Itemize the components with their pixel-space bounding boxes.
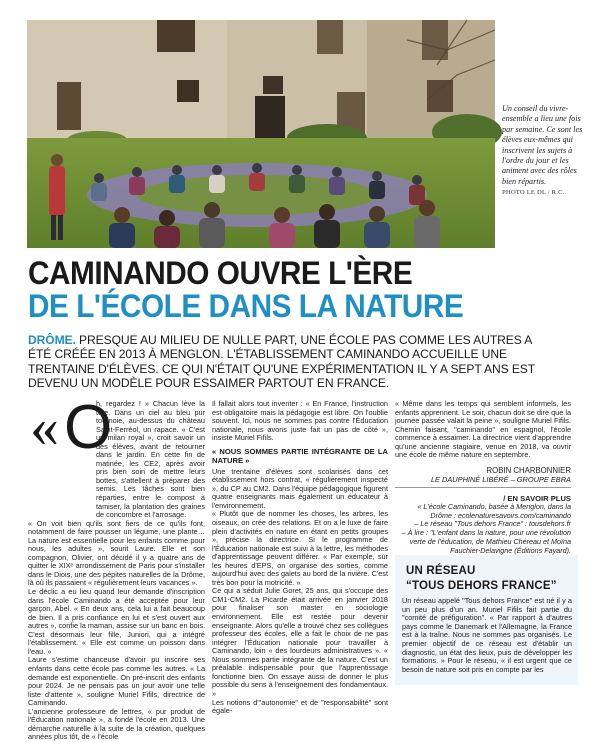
col3-paragraph: « Même dans les temps qui semblent informels, les enfants apprennent. Le soir, chacun doit se dire que la journée passée valait la peine », souligne Muriel Fifils. Chemin faisant, "caminando" en espagnol, l'école commence à essaimer. La directrice vient d'apprendre qu'une ancienne stagiaire, venue en 2018, va ouvrir une école de même nature en septembre. <box>395 399 571 460</box>
drop-cap: O <box>64 393 113 462</box>
col1-paragraph: h, regardez ! » Chacun lève la tête. Dans un ciel au bleu pur tournoie, au-dessus du château Saint-Ferréol, un rapace. « C'est un milan royal », croit savoir un des élèves, avant de retourner dans le jardin. En cette fin de matinée, les CE2, après avoir pris bien soin de mettre leurs bottes, s'attellent à préparer des semis. Les tâches sont bien réparties, entre le compost à tamiser, la plantation des graines de concombre et l'arrosage. <box>96 399 205 520</box>
col1-paragraph: L'ancienne professeure de lettres, « pur produit de l'Éducation nationale », a fondé l'école en 2013. Une démarche naturelle à la suite de la création, quelques années plus tôt, de « l'école <box>28 706 205 742</box>
photo-credit: PHOTO LE DL / R.C. <box>502 189 565 197</box>
col2-paragraph: Une trentaine d'élèves sont scolarisés dans cet établissement hors contrat, « régulièrement inspecté », du CP au CM2. Dans l'équipe pédagogique figurent quatre enseignants mais également un éducateur à l'environnement. <box>212 466 388 510</box>
more-info-item: – Le réseau "Tous dehors France" : tousdehors.fr <box>414 519 571 529</box>
intertitle: « NOUS SOMMES PARTIE INTÉGRANTE DE LA NATURE » <box>212 446 388 465</box>
col2-paragraph: Les notions d'"autonomie" et de "responsabilité" sont égale- <box>212 697 388 716</box>
article-column-3 <box>395 400 571 556</box>
article-lead <box>28 333 558 390</box>
box-title-line1: UN RÉSEAU <box>406 565 476 577</box>
col2-paragraph: « Plutôt que de nommer les choses, les arbres, les oiseaux, on crée des relations. Et on a le luxe de faire plein d'activités en nature en étant en petits groupes », précise la directrice. Si le programme de l'Éducation nationale est suivi à la lettre, les méthodes d'apprentissage peuvent différer. « Par exemple, sur les heures d'EPS, on organise des sorties, comme aujourd'hui avec des galets au bord de la rivière. C'est très bon pour la motricité. » <box>212 509 388 587</box>
more-info-item: – À lire : "L'enfant dans la nature, pour une révolution verte de l'éducation, de Mathieu Chéreau et Moïna Fauchier-Delavigne (Éditions Fayard). <box>401 528 571 555</box>
col2-paragraph: Ce qui a séduit Julie Goret, 25 ans, qui s'occupe des CM1-CM2. La Picarde était arrivée en janvier 2018 pour finaliser son master en sociologie environnement. Elle est restée pour devenir enseignante. Alors qu'elle a trouvé chez ses collègues professeur des écoles, elle a fait le choix de ne pas intégrer l'Éducation nationale pour travailler à Caminando, loin « des lourdeurs administratives ». « Nous sommes partie intégrante de la nature. C'est un préalable indispensable pour que l'apprentissage fonctionne bien. On essaye aussi de donner le plus possible du sens à l'enseignement des fondamentaux. » <box>212 586 388 698</box>
author-name: ROBIN CHARBONNIER <box>486 465 571 475</box>
more-info-title: / EN SAVOIR PLUS <box>503 493 571 503</box>
box-title-line2: “TOUS DEHORS FRANCE” <box>406 580 557 592</box>
col2-paragraph: Il fallait alors tout inventer : « En France, l'instruction est obligatoire mais la pédagogie est libre. On l'oublie souvent. Ici, nous ne sommes pas contre l'Éducation nationale, nous avons juste fait un pas de côté », insiste Muriel Fifils. <box>212 399 388 443</box>
more-info-item: « L'école Caminando, basée à Menglon, dans la Drôme : ecolenaturesavoirs.com/caminando <box>417 501 571 520</box>
box-text: Un réseau appelé "Tous dehors France" est né il y a un peu plus d'un an. Muriel Fifils fait partie du "comité de préfiguration". « Par rapport à d'autres pays comme le Danemark et l'Allemagne, la France est à la traîne. Nous ne sommes pas organisés. Le premier objectif de ce réseau est d'établir un diagnostic, un état des lieux, puis de développer les formations. » Pour le réseau, « il est urgent que ce besoin de nature soit pris en compte par les <box>402 596 572 674</box>
col1-paragraph: « On voit bien qu'ils sont fiers de ce qu'ils font, notamment de faire pousser un légume, une plante… La nature est essentielle pour les enfants comme pour nous, les adultes », sourit Laure. Elle et son compagnon, Olivier, ont décidé il y a quatre ans de quitter le XIXᵉ arrondissement de Paris pour s'installer dans le Diois, une des pépites naturelles de la Drôme, là où ils passaient « régulièrement leurs vacances ». <box>28 518 205 588</box>
caption-text: Un conseil du vivre-ensemble a lieu une fois par semaine. Ce sont les élèves eux-mêmes qui inscrivent les sujets à l'ordre du jour et les animent avec des rôles bien répartis. <box>502 104 583 186</box>
col1-paragraph: Laure s'estime chanceuse d'avoir pu inscrire ses enfants dans cette école pas comme les autres. « La demande est exponentielle. On pré-inscrit des enfants pour 2024. Je ne pensais pas un jour avoir une telle liste d'attente », souligne Muriel Fifils, directrice de Caminando. <box>28 655 205 708</box>
headline-line1: CAMINANDO OUVRE L'ÈRE <box>28 255 413 291</box>
lead-text: PRESQUE AU MILIEU DE NULLE PART, UNE ÉCOLE PAS COMME LES AUTRES A ÉTÉ CRÉÉE EN 2013 À MENGLON. L'ÉTABLISSEMENT CAMINANDO ACCUEILLE UNE TRENTAINE D'ÉLÈVES. CE QUI N'ÉTAIT QU'UNE EXPÉRIMENTATION IL Y A SEPT ANS EST DEVENU UN MODÈLE POUR ESSAIMER PARTOUT EN FRANCE. <box>28 333 535 390</box>
lead-place: DRÔME. <box>28 333 76 347</box>
col1-paragraph: Le déclic a eu lieu quand leur demande d'inscription dans l'école Caminando a été acceptée pour leur garçon, Abel. « En deux ans, cela lui a fait beaucoup de bien. Il a pris confiance en lui et s'est ouvert aux autres », confie la maman, assise sur un banc en bois. C'est désormais leur fille, Juniori, qui a intégré l'établissement. « Elle est comme un poisson dans l'eau. » <box>28 587 205 656</box>
drop-quote-mark: « <box>30 394 59 459</box>
divider <box>395 487 571 488</box>
photo-illustration <box>27 20 495 248</box>
photo-caption <box>502 104 590 199</box>
author-paper: LE DAUPHINÉ LIBÉRÉ – GROUPE EBRA <box>430 474 571 484</box>
article-column-2 <box>212 399 388 716</box>
article-column-1 <box>28 393 205 742</box>
article-photo <box>27 20 495 248</box>
headline-line2: DE L'ÉCOLE DANS LA NATURE <box>28 288 464 324</box>
